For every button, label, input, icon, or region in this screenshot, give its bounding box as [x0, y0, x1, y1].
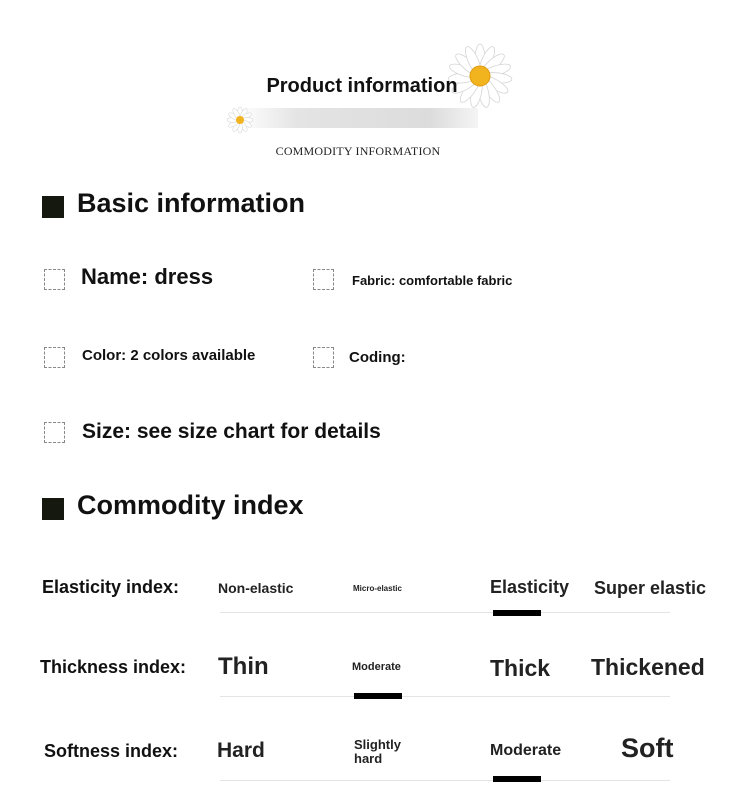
checkbox-icon — [44, 422, 65, 443]
index-option: Super elastic — [594, 578, 707, 598]
index-option-selected: Elasticity — [490, 577, 570, 597]
index-option: Non-elastic — [218, 580, 294, 596]
checkbox-icon — [313, 269, 334, 290]
index-option: Thickened — [591, 654, 705, 680]
checkbox-icon — [44, 347, 65, 368]
index-option: Micro-elastic — [353, 584, 402, 593]
index-row-label: Softness index: — [44, 741, 179, 761]
index-option: Soft — [621, 733, 674, 763]
info-coding: Coding: — [349, 349, 406, 366]
index-scale-line — [220, 696, 670, 697]
index-selected-marker — [493, 610, 541, 616]
index-row-label: Thickness index: — [40, 657, 187, 677]
index-option: Hard — [217, 739, 265, 762]
index-selected-marker — [493, 776, 541, 782]
index-option: Thin — [218, 653, 269, 680]
index-scale-line — [220, 780, 670, 781]
index-option-selected: Moderate — [490, 742, 562, 759]
index-option: Slightly hard — [354, 737, 401, 766]
section-title-index: Commodity index — [77, 490, 304, 520]
index-option-selected: Moderate — [352, 661, 401, 673]
index-option: Thick — [490, 655, 551, 681]
daisy-icon — [226, 106, 254, 134]
index-selected-marker — [354, 693, 402, 699]
header-banner-bar — [238, 108, 478, 128]
section-marker-square — [42, 196, 64, 218]
index-scale-line — [220, 612, 670, 613]
info-size: Size: see size chart for details — [82, 420, 381, 443]
banner-subtitle: COMMODITY INFORMATION — [275, 144, 441, 158]
checkbox-icon — [313, 347, 334, 368]
section-title-basic: Basic information — [77, 188, 306, 218]
index-row-label: Elasticity index: — [42, 577, 180, 597]
checkbox-icon — [44, 269, 65, 290]
info-name: Name: dress — [81, 264, 214, 289]
banner-title: Product information — [266, 75, 458, 97]
info-fabric: Fabric: comfortable fabric — [352, 273, 513, 288]
info-color: Color: 2 colors available — [82, 347, 256, 364]
section-marker-square — [42, 498, 64, 520]
